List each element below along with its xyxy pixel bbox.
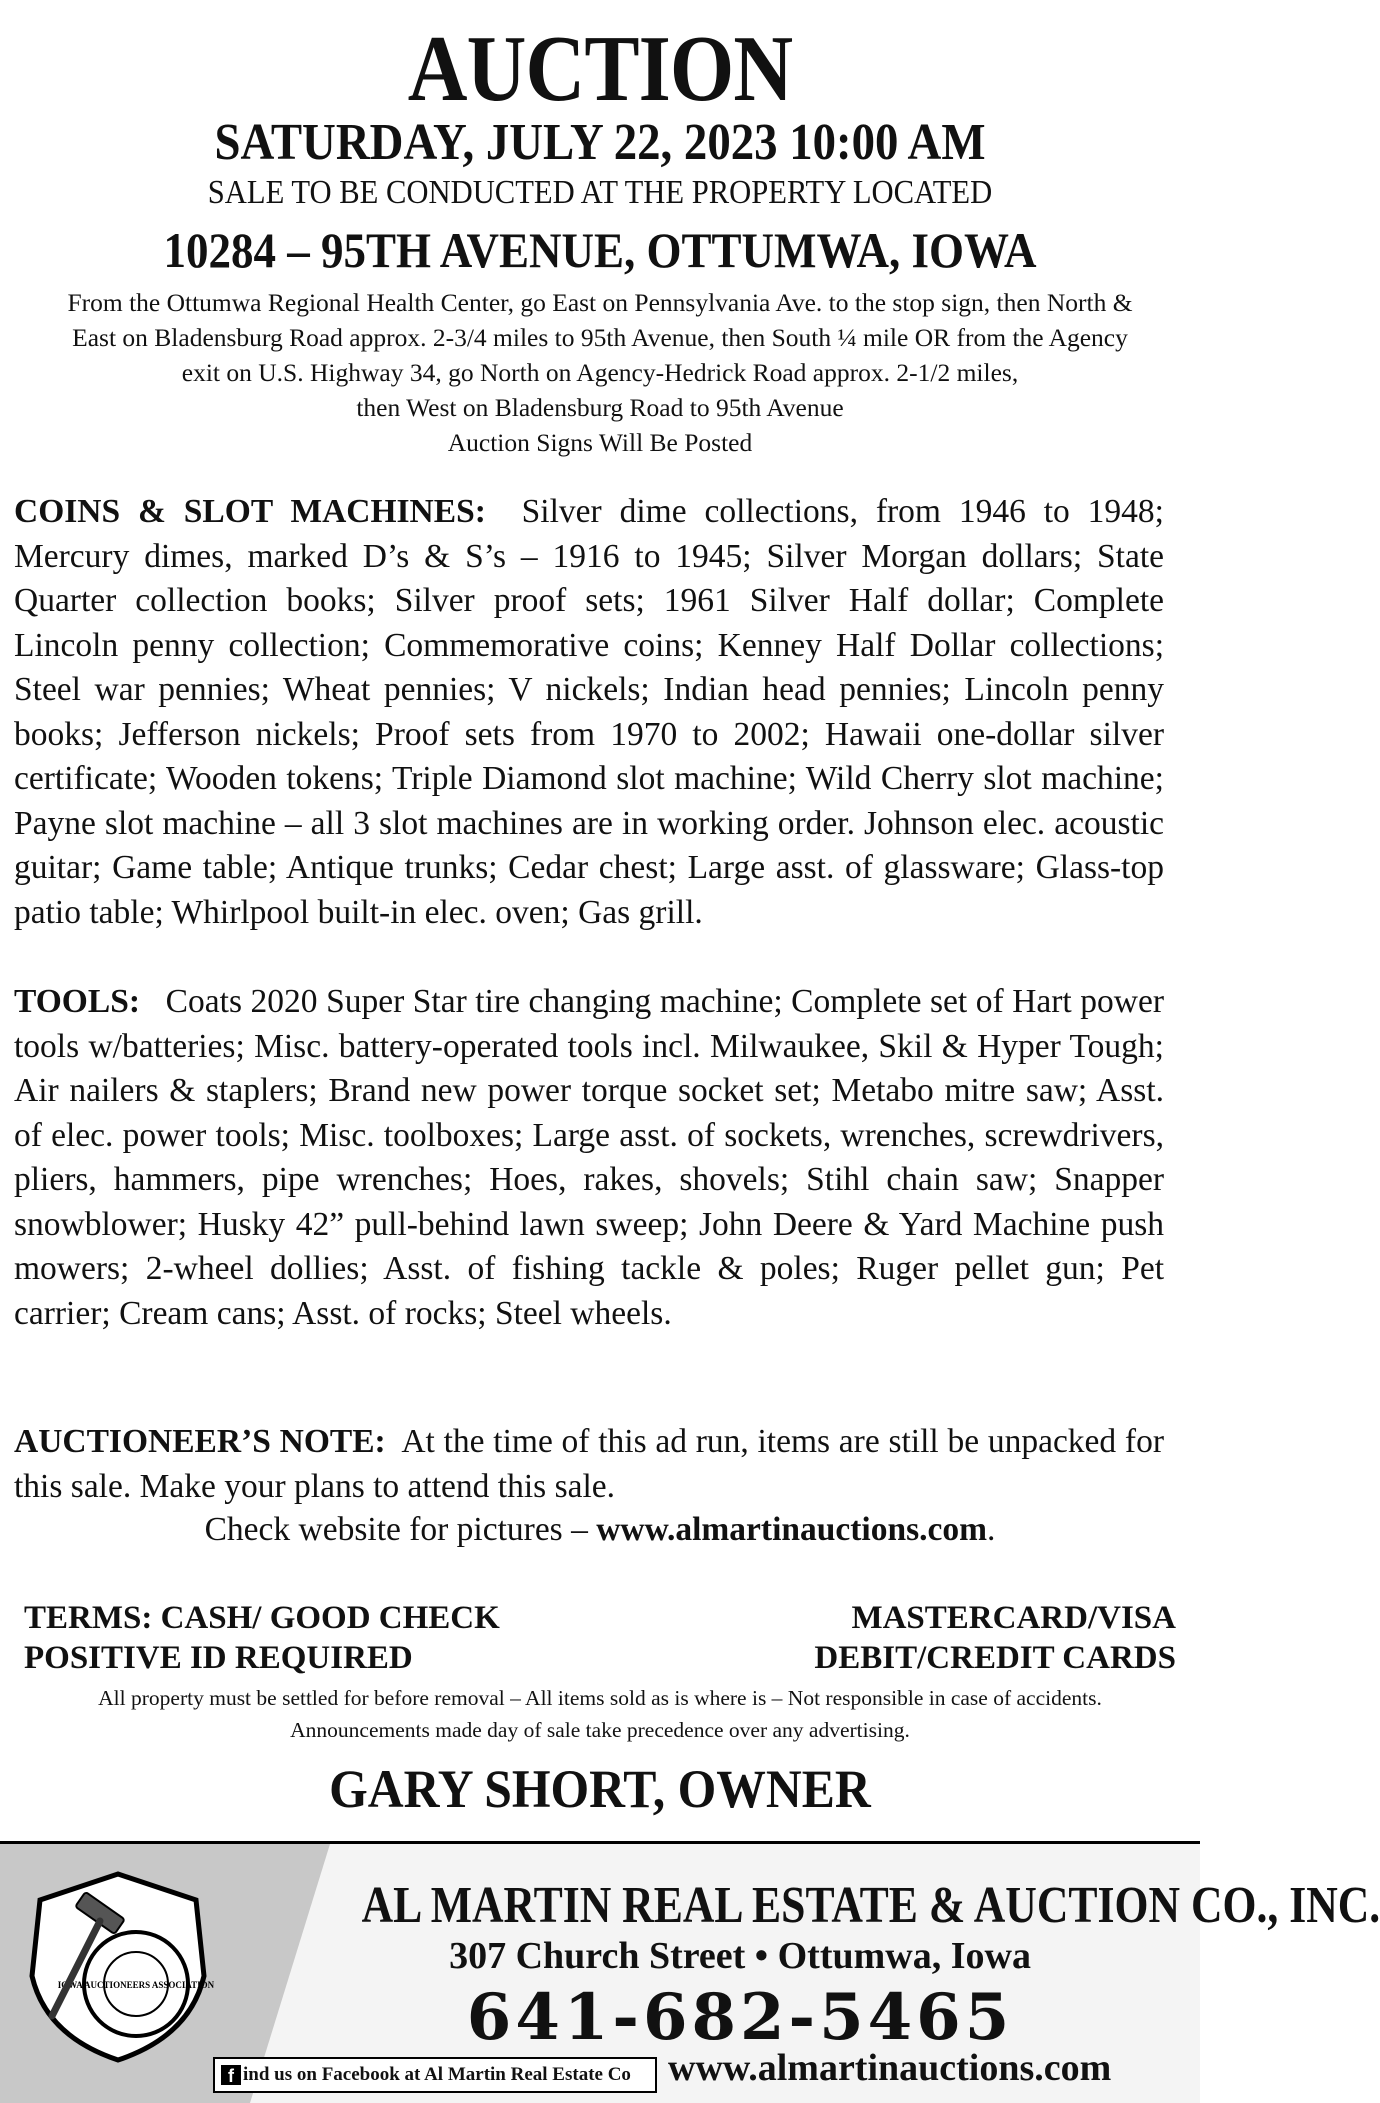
auctioneers-association-badge: [18, 1866, 218, 2066]
coins-text: Silver dime collections, from 1946 to 1948; Mercury dimes, marked D’s & S’s – 1916 to 1945; Silver Morgan dollars; State Quarter collection books; Silver proof sets; 1961 Silver Half dollar; Complete Lincoln penny collection; Commemorative coins; Kenney Half Dollar collections; Steel war pennies; Wheat pennies; V nickels; Indian head pennies; Lincoln penny books; Jefferson nickels; Proof sets from 1970 to 2002; Hawaii one-dollar silver certificate; Wooden tokens; Triple Diamond slot machine; Wild Cherry slot machine; Payne slot machine – all 3 slot machines are in working order. Johnson elec. acoustic guitar; Game table; Antique trunks; Cedar chest; Large asst. of glassware; Glass-top patio table; Whirlpool built-in elec. oven; Gas grill.: [14, 493, 1164, 931]
tools-section: [14, 980, 1164, 1336]
directions-line: East on Bladensburg Road approx. 2-3/4 miles to 95th Avenue, then South ¼ mile OR from the Agency: [72, 323, 1128, 352]
tools-label: TOOLS:: [14, 983, 140, 1020]
terms-id: POSITIVE ID REQUIRED: [24, 1640, 413, 1676]
company-footer: [0, 1841, 1380, 2103]
coins-label: COINS & SLOT MACHINES:: [14, 493, 486, 530]
footer-website-link[interactable]: www.almartinauctions.com: [668, 2047, 1112, 2089]
directions-line: From the Ottumwa Regional Health Center, go East on Pennsylvania Ave. to the stop sign, then North &: [67, 288, 1133, 317]
terms-left: [24, 1598, 500, 1678]
website-prefix: Check website for pictures –: [204, 1511, 597, 1548]
company-name: AL MARTIN REAL ESTATE & AUCTION CO., INC.: [361, 1877, 1380, 1934]
conducted-line: SALE TO BE CONDUCTED AT THE PROPERTY LOCATED: [207, 174, 993, 211]
terms-right: [814, 1598, 1176, 1678]
tools-text: Coats 2020 Super Star tire changing machine; Complete set of Hart power tools w/batteries; Misc. battery-operated tools incl. Milwaukee, Skil & Hyper Tough; Air nailers & staplers; Brand new power torque socket set; Metabo mitre saw; Asst. of elec. power tools; Misc. toolboxes; Large asst. of sockets, wrenches, screwdrivers, pliers, hammers, pipe wrenches; Hoes, rakes, shovels; Stihl chain saw; Snapper snowblower; Husky 42” pull-behind lawn sweep; John Deere & Yard Machine push mowers; 2-wheel dollies; Asst. of fishing tackle & poles; Ruger pellet gun; Pet carrier; Cream cans; Asst. of rocks; Steel wheels.: [14, 983, 1165, 1332]
company-address: 307 Church Street • Ottumwa, Iowa: [449, 1935, 1031, 1977]
company-phone[interactable]: 641-682-5465: [466, 1980, 1014, 2055]
terms-debit: DEBIT/CREDIT CARDS: [814, 1640, 1176, 1676]
coins-section: [14, 490, 1164, 935]
directions-line: Auction Signs Will Be Posted: [447, 428, 753, 457]
auction-date: SATURDAY, JULY 22, 2023 10:00 AM: [214, 114, 986, 171]
facebook-text: ind us on Facebook at Al Martin Real Estate Co: [243, 2064, 631, 2085]
website-line: [0, 1508, 1200, 1552]
directions-line: then West on Bladensburg Road to 95th Avenue: [356, 393, 844, 422]
note-text: At the time of this ad run, items are still be unpacked for this sale. Make your plans to attend this sale.: [14, 1423, 1164, 1505]
auctioneer-note: [14, 1420, 1164, 1509]
auction-title: AUCTION: [407, 17, 793, 121]
property-address: 10284 – 95TH AVENUE, OTTUMWA, IOWA: [163, 222, 1037, 278]
terms-cards: MASTERCARD/VISA: [851, 1600, 1176, 1636]
website-suffix: .: [987, 1511, 996, 1548]
directions-line: exit on U.S. Highway 34, go North on Agency-Hedrick Road approx. 2-1/2 miles,: [181, 358, 1019, 387]
facebook-link[interactable]: [213, 2057, 657, 2093]
facebook-icon: f: [221, 2065, 241, 2085]
directions: [0, 285, 1200, 460]
website-link[interactable]: www.almartinauctions.com: [596, 1511, 988, 1548]
badge-text: IOWA AUCTIONEERS ASSOCIATION: [57, 1980, 215, 1990]
disclaimer: All property must be settled for before removal – All items sold as is where is – Not responsible in case of accidents. Announcements made day of sale take precedence over any advertising.: [98, 1686, 1102, 1742]
owner-name: GARY SHORT, OWNER: [329, 1759, 871, 1819]
terms-payment: TERMS: CASH/ GOOD CHECK: [24, 1600, 500, 1636]
note-label: AUCTIONEER’S NOTE:: [14, 1423, 386, 1460]
